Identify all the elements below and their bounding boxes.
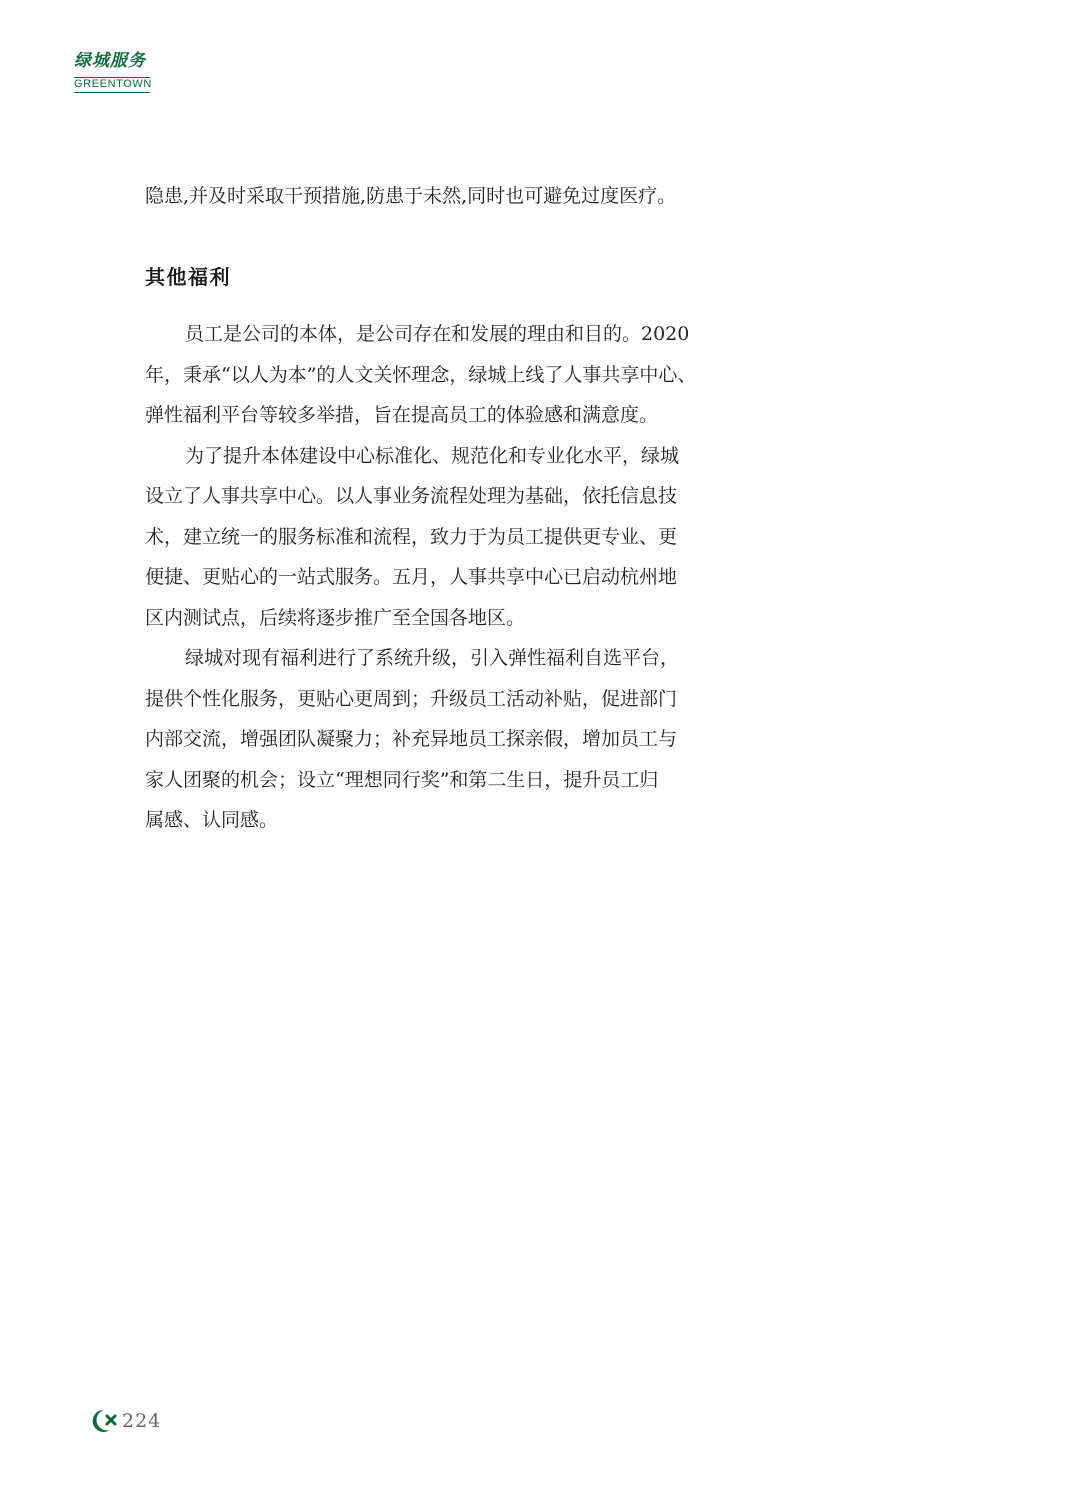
continued-paragraph-line: 隐患,并及时采取干预措施,防患于未然,同时也可避免过度医疗。 bbox=[145, 185, 677, 207]
paragraph-2 bbox=[145, 436, 725, 639]
greentown-leaf-icon bbox=[90, 1408, 118, 1434]
page-number: 224 bbox=[122, 1410, 162, 1432]
paragraph-1 bbox=[145, 314, 725, 436]
paragraph-line: 便捷、更贴心的一站式服务。五月，人事共享中心已启动杭州地 bbox=[145, 566, 678, 588]
paragraph-line: 为了提升本体建设中心标准化、规范化和专业化水平，绿城 bbox=[185, 444, 680, 467]
paragraph-line: 提供个性化服务，更贴心更周到；升级员工活动补贴，促进部门 bbox=[145, 687, 678, 710]
paragraph-line: 设立了人事共享中心。以人事业务流程处理为基础，依托信息技 bbox=[145, 485, 678, 507]
paragraph-line: 区内测试点，后续将逐步推广至全国各地区。 bbox=[145, 606, 526, 629]
paragraph-3 bbox=[145, 638, 725, 841]
paragraph-line: 内部交流，增强团队凝聚力；补充异地员工探亲假，增加员工与 bbox=[145, 728, 678, 750]
paragraph-line: 家人团聚的机会；设立“理想同行奖”和第二生日，提升员工归 bbox=[145, 768, 659, 791]
page-footer bbox=[90, 1408, 161, 1434]
main-content bbox=[145, 176, 725, 841]
paragraph-line: 属感、认同感。 bbox=[145, 809, 279, 831]
logo-english-text: GREENTOWN bbox=[74, 77, 150, 93]
brand-logo bbox=[74, 50, 150, 93]
paragraph-line: 绿城对现有福利进行了系统升级，引入弹性福利自选平台， bbox=[185, 647, 680, 669]
logo-chinese-text: 绿城服务 bbox=[74, 51, 146, 71]
paragraph-line: 员工是公司的本体，是公司存在和发展的理由和目的。2020 bbox=[185, 323, 690, 345]
section-title: 其他福利 bbox=[145, 265, 231, 289]
paragraph-line: 年，秉承“以人为本”的人文关怀理念，绿城上线了人事共享中心、 bbox=[145, 363, 697, 386]
paragraph-line: 弹性福利平台等较多举措，旨在提高员工的体验感和满意度。 bbox=[145, 404, 659, 426]
paragraph-line: 术，建立统一的服务标准和流程，致力于为员工提供更专业、更 bbox=[145, 525, 678, 548]
